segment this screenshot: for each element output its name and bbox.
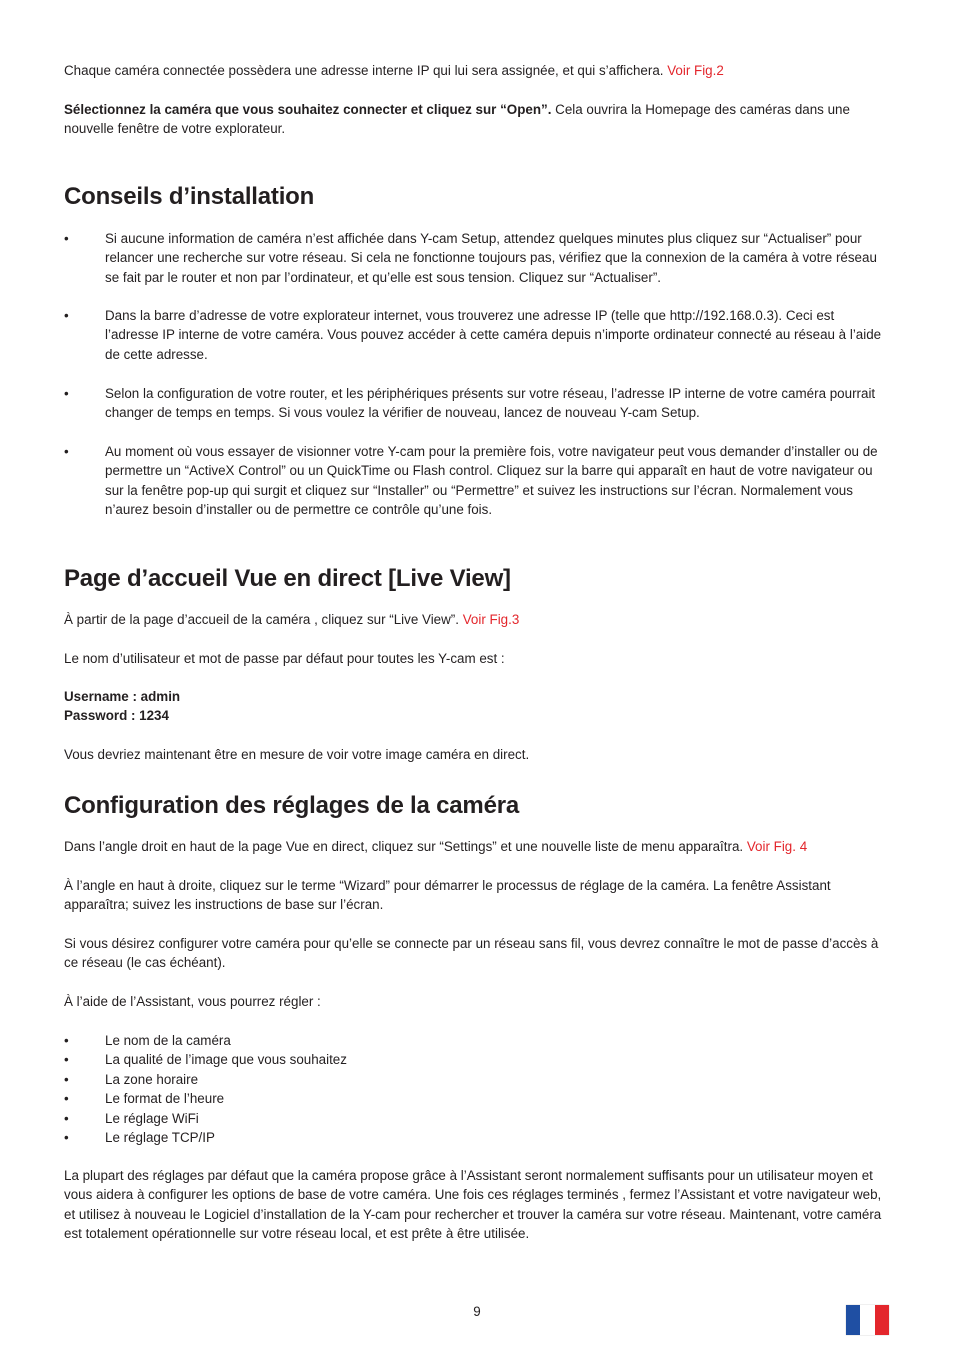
list-item: • Le réglage TCP/IP (64, 1128, 890, 1147)
flag-stripe-red (875, 1305, 889, 1335)
conseils-list (64, 306, 890, 364)
config-paragraph-4: À l’aide de l’Assistant, vous pourrez régler : (64, 994, 321, 1009)
liveview-paragraph-1: À partir de la page d’accueil de la caméra , cliquez sur “Live View”. Voir Fig.3 (64, 612, 520, 627)
page-number: 9 (473, 1304, 481, 1319)
conseils-list (64, 442, 890, 520)
liveview-paragraph-2: Le nom d’utilisateur et mot de passe par défaut pour toutes les Y-cam est : (64, 651, 505, 666)
config-paragraph-5: La plupart des réglages par défaut que la caméra propose grâce à l’Assistant seront normalement suffisants pour un utilisateur moyen et vous aidera à configurer les options de base de votre caméra. Une fois ces réglages terminés , fermez l’Assistant et votre navigateur web, et utilisez à nouveau le Logiciel d’installation de la Y-cam pour rechercher et trouver la caméra sur votre réseau. Maintenant, votre caméra est totalement opérationnelle sur votre réseau local, et est prête à être utilisée. (64, 1168, 882, 1242)
conseils-item: • Dans la barre d’adresse de votre explorateur internet, vous trouverez une adresse IP (telle que http://192.168.0.3). Ceci est l’adresse IP interne de votre caméra. Vous pouvez accéder à cette caméra depuis n’importe ordinateur connecté au réseau à l’aide de cette adresse. (64, 306, 890, 364)
flag-stripe-white (860, 1305, 874, 1335)
conseils-item: • Au moment où vous essayer de visionner votre Y-cam pour la première fois, votre navigateur peut vous demander d’installer ou de permettre un “ActiveX Control” ou un QuickTime ou Flash control. Cliquez sur la barre qui apparaît en haut de votre navigateur ou sur la fenêtre pop-up qui surgit et cliquez sur “Installer” ou “Permettre” et suivez les instructions sur l’écran. Normalement vous n’aurez besoin d’installer ou de permettre ce contrôle qu’une fois. (64, 442, 890, 520)
config-paragraph-3: Si vous désirez configurer votre caméra pour qu’elle se connecte par un réseau sans fil, vous devrez connaître le mot de passe d’accès à ce réseau (le cas échéant). (64, 936, 879, 971)
username-line: Username : admin (64, 689, 181, 704)
intro-paragraph-1: Chaque caméra connectée possèdera une adresse interne IP qui lui sera assignée, et qui s’affichera. Voir Fig.2 (64, 63, 724, 78)
list-item: • La qualité de l’image que vous souhaitez (64, 1050, 890, 1069)
conseils-item: • Si aucune information de caméra n’est affichée dans Y-cam Setup, attendez quelques minutes plus cliquez sur “Actualiser” pour relancer une recherche sur votre réseau. Si cela ne fonctionne toujours pas, vérifiez que la connexion de la caméra à votre réseau se fait par le router et non par l’ordinateur, et qu’elle est sous tension. Cliquez sur “Actualiser”. (64, 229, 890, 287)
config-paragraph-1: Dans l’angle droit en haut de la page Vue en direct, cliquez sur “Settings” et une nouvelle liste de menu apparaîtra. Voir Fig. 4 (64, 839, 808, 854)
conseils-list (64, 229, 890, 287)
conseils-list (64, 384, 890, 423)
flag-stripe-blue (846, 1305, 860, 1335)
intro-paragraph-2: Sélectionnez la caméra que vous souhaitez connecter et cliquez sur “Open”. Cela ouvrira la Homepage des caméras dans une nouvelle fenêtre de votre explorateur. (64, 102, 850, 137)
section-title-config: Configuration des réglages de la caméra (64, 792, 520, 819)
list-item: • La zone horaire (64, 1070, 890, 1089)
password-line: Password : 1234 (64, 708, 169, 724)
list-item: • Le réglage WiFi (64, 1109, 890, 1128)
section-title-liveview: Page d’accueil Vue en direct [Live View] (64, 565, 511, 592)
list-item: • Le nom de la caméra (64, 1031, 890, 1050)
assistant-settings-list (64, 1031, 890, 1147)
french-flag-icon (846, 1305, 889, 1335)
conseils-item: • Selon la configuration de votre router, et les périphériques présents sur votre réseau, l’adresse IP interne de votre caméra pourrait changer de temps en temps. Si vous voulez la vérifier de nouveau, lancez de nouveau Y-cam Setup. (64, 384, 890, 423)
fig4-reference: Voir Fig. 4 (746, 839, 808, 854)
fig3-reference: Voir Fig.3 (462, 612, 520, 627)
config-paragraph-2: À l’angle en haut à droite, cliquez sur le terme “Wizard” pour démarrer le processus de réglage de la caméra. La fenêtre Assistant apparaîtra; suivez les instructions de base sur l’écran. (64, 878, 831, 913)
section-title-conseils: Conseils d’installation (64, 183, 315, 210)
list-item: • Le format de l’heure (64, 1089, 890, 1108)
default-credentials (64, 687, 890, 726)
liveview-paragraph-3: Vous devriez maintenant être en mesure de voir votre image caméra en direct. (64, 747, 530, 762)
fig2-reference: Voir Fig.2 (667, 63, 724, 78)
